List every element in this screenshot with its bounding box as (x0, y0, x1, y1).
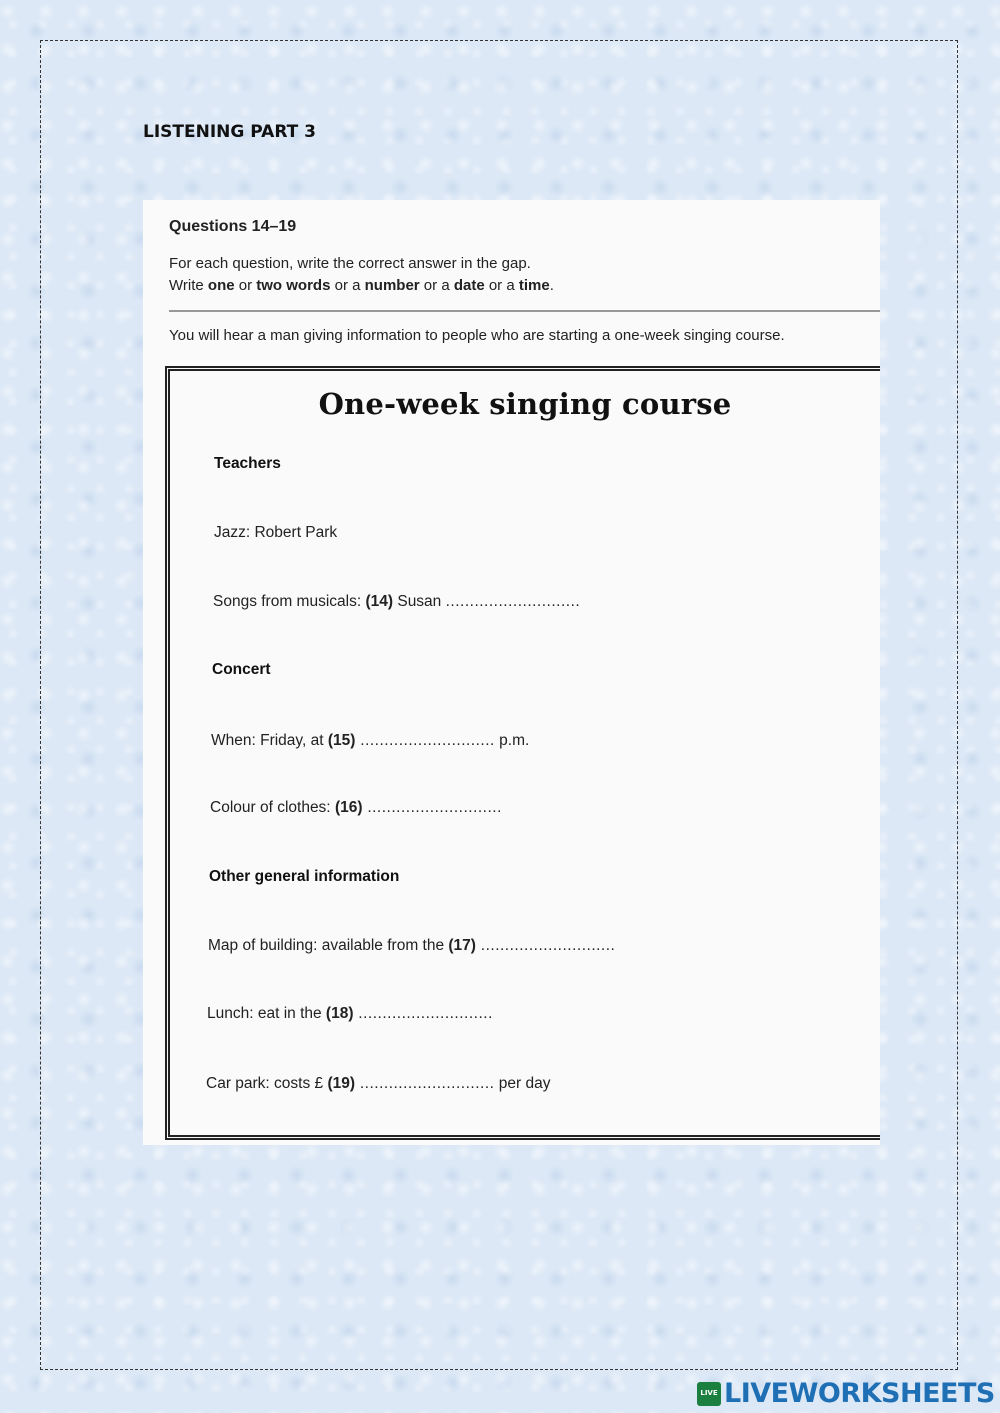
logo-badge-icon: LIVE (697, 1382, 721, 1406)
question-14: Songs from musicals: (14) Susan ............................ (213, 593, 581, 610)
answer-gap-18[interactable]: ............................ (353, 1005, 493, 1022)
form-box (165, 366, 880, 1140)
form-title: One-week singing course (318, 387, 732, 421)
teachers-heading: Teachers (214, 455, 281, 472)
instruction-line-2: Write one or two words or a number or a date or a time. (169, 277, 554, 294)
jazz-line: Jazz: Robert Park (214, 524, 338, 541)
other-info-heading: Other general information (209, 868, 400, 885)
instruction-line-1: For each question, write the correct answer in the gap. (169, 255, 531, 272)
answer-gap-17[interactable]: ............................ (475, 937, 616, 954)
question-17: Map of building: available from the (17) ............................ (208, 937, 616, 954)
answer-gap-14[interactable]: ............................ (445, 593, 581, 610)
answer-gap-16[interactable]: ............................ (362, 799, 502, 816)
answer-gap-19[interactable]: ............................ (355, 1075, 495, 1092)
part-title: LISTENING PART 3 (143, 122, 316, 142)
divider (169, 310, 880, 312)
question-16: Colour of clothes: (16) ............................ (210, 799, 502, 816)
questions-heading: Questions 14–19 (169, 218, 297, 235)
answer-gap-15[interactable]: ............................ (355, 732, 495, 749)
question-19: Car park: costs £ (19) ............................ per day (206, 1075, 551, 1092)
concert-heading: Concert (212, 661, 271, 678)
context-text: You will hear a man giving information to people who are starting a one-week singing course. (169, 327, 785, 344)
worksheet-scan (143, 200, 880, 1145)
logo-text: LIVEWORKSHEETS (724, 1378, 995, 1409)
question-18: Lunch: eat in the (18) ............................ (207, 1005, 493, 1022)
liveworksheets-logo (697, 1378, 995, 1409)
question-15: When: Friday, at (15) ............................ p.m. (211, 732, 530, 749)
